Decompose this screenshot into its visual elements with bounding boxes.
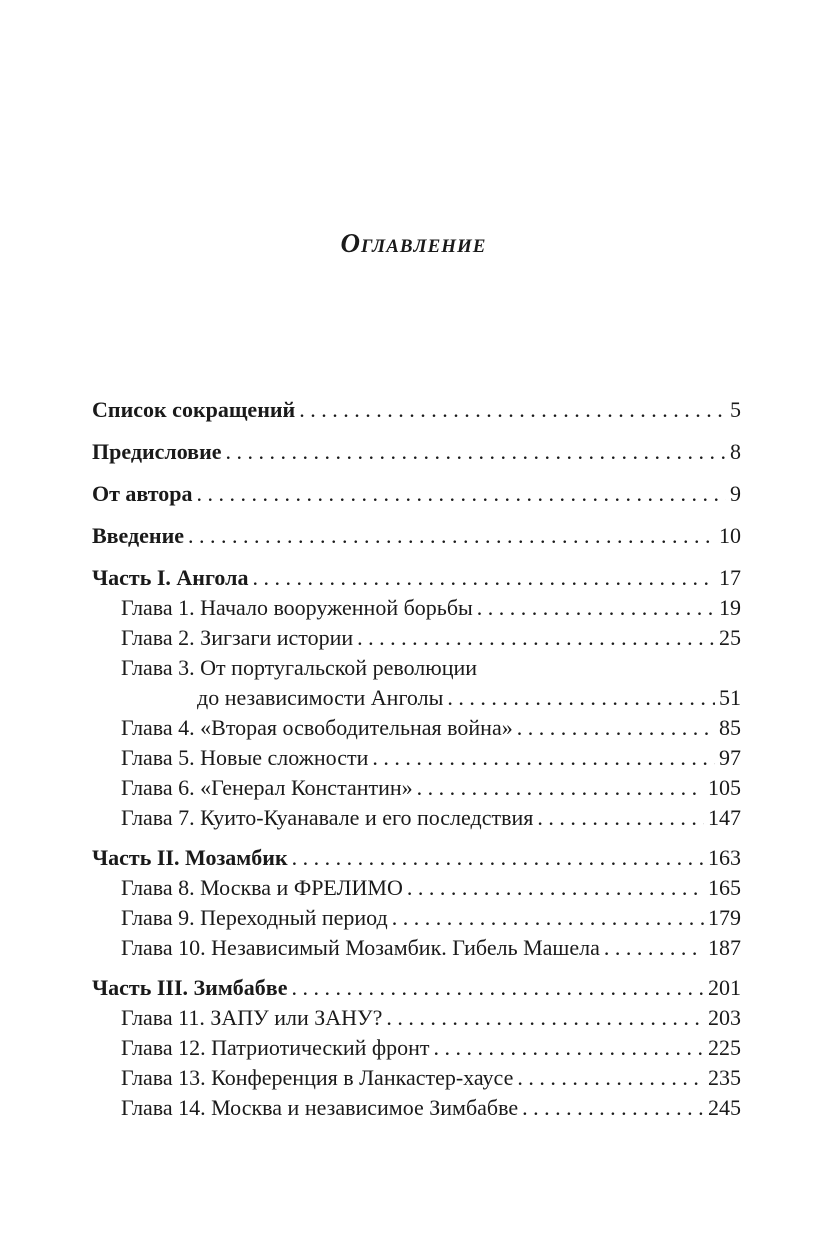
toc-chapter-1[interactable] bbox=[92, 593, 741, 623]
toc-chapter-12[interactable] bbox=[92, 1033, 741, 1063]
toc-entry-title: Глава 10. Независимый Мозамбик. Гибель Машела bbox=[121, 935, 600, 960]
toc-entry-title: до независимости Анголы bbox=[197, 685, 444, 710]
toc-chapter-5[interactable] bbox=[92, 743, 741, 773]
toc-chapter-3[interactable] bbox=[92, 653, 741, 683]
toc-entry-title: Глава 9. Переходный период bbox=[121, 905, 388, 930]
toc-entry-page: 179 bbox=[708, 905, 741, 930]
toc-chapter-6[interactable] bbox=[92, 773, 741, 803]
dot-leader bbox=[517, 1063, 704, 1093]
toc-part-angola[interactable] bbox=[92, 563, 741, 593]
toc-entry-page: 147 bbox=[708, 805, 741, 830]
dot-leader bbox=[291, 973, 704, 1003]
dot-leader bbox=[447, 683, 715, 713]
toc-chapter-10[interactable] bbox=[92, 933, 741, 963]
dot-leader bbox=[407, 873, 704, 903]
toc-entry-page: 10 bbox=[719, 523, 741, 548]
toc-entry-title: Глава 14. Москва и независимое Зимбабве bbox=[121, 1095, 519, 1120]
toc-entry-page: 201 bbox=[708, 975, 741, 1000]
toc-entry-page: 225 bbox=[708, 1035, 741, 1060]
toc-entry-title: Часть III. Зимбабве bbox=[92, 975, 288, 1000]
dot-leader bbox=[522, 1093, 704, 1123]
dot-leader bbox=[252, 563, 715, 593]
toc-entry-page: 165 bbox=[708, 875, 741, 900]
dot-leader bbox=[188, 521, 715, 551]
toc-entry-title: Глава 11. ЗАПУ или ЗАНУ? bbox=[121, 1005, 383, 1030]
toc-entry-title: Глава 12. Патриотический фронт bbox=[121, 1035, 430, 1060]
toc-chapter-7[interactable] bbox=[92, 803, 741, 833]
toc-entry-title: Глава 1. Начало вооруженной борьбы bbox=[121, 595, 473, 620]
toc-entry-page: 163 bbox=[708, 845, 741, 870]
toc-entry-title: Глава 2. Зигзаги истории bbox=[121, 625, 354, 650]
toc-part-zimbabwe[interactable] bbox=[92, 973, 741, 1003]
dot-leader bbox=[372, 743, 715, 773]
dot-leader bbox=[417, 773, 704, 803]
dot-leader bbox=[434, 1033, 704, 1063]
toc-chapter-4[interactable] bbox=[92, 713, 741, 743]
toc-entry-page: 187 bbox=[708, 935, 741, 960]
toc-entry-page: 51 bbox=[719, 685, 741, 710]
dot-leader bbox=[392, 903, 704, 933]
toc-entry-page: 235 bbox=[708, 1065, 741, 1090]
toc-entry-preface[interactable] bbox=[92, 437, 741, 479]
toc-entry-title: Глава 7. Куито-Куанавале и его последствия bbox=[121, 805, 534, 830]
toc-entry-page: 85 bbox=[719, 715, 741, 740]
toc-chapter-8[interactable] bbox=[92, 873, 741, 903]
toc-entry-title: От автора bbox=[92, 481, 193, 506]
toc-entry-title: Введение bbox=[92, 523, 185, 548]
toc-entry-from-author[interactable] bbox=[92, 479, 741, 521]
toc-chapter-11[interactable] bbox=[92, 1003, 741, 1033]
dot-leader bbox=[299, 395, 726, 425]
toc-chapter-9[interactable] bbox=[92, 903, 741, 933]
toc-chapter-3-continuation[interactable] bbox=[92, 683, 741, 713]
toc-entry-abbreviations[interactable] bbox=[92, 395, 741, 437]
toc-entry-page: 5 bbox=[730, 397, 741, 422]
toc-entry-page: 245 bbox=[708, 1095, 741, 1120]
dot-leader bbox=[537, 803, 704, 833]
toc-entry-page: 25 bbox=[719, 625, 741, 650]
toc-entry-page: 19 bbox=[719, 595, 741, 620]
toc-entry-page: 203 bbox=[708, 1005, 741, 1030]
dot-leader bbox=[477, 593, 715, 623]
toc-entry-title: Список сокращений bbox=[92, 397, 296, 422]
toc-entry-page: 8 bbox=[730, 439, 741, 464]
toc-entry-title: Часть II. Мозамбик bbox=[92, 845, 288, 870]
toc-entry-title: Глава 8. Москва и ФРЕЛИМО bbox=[121, 875, 403, 900]
toc-entry-introduction[interactable] bbox=[92, 521, 741, 563]
dot-leader bbox=[226, 437, 726, 467]
table-of-contents bbox=[92, 395, 741, 1123]
page-title: Оглавление bbox=[340, 228, 487, 258]
toc-entry-title: Глава 5. Новые сложности bbox=[121, 745, 369, 770]
toc-entry-page: 97 bbox=[719, 745, 741, 770]
dot-leader bbox=[604, 933, 704, 963]
dot-leader bbox=[197, 479, 726, 509]
toc-entry-title: Глава 6. «Генерал Константин» bbox=[121, 775, 413, 800]
toc-entry-title: Часть I. Ангола bbox=[92, 565, 249, 590]
toc-entry-title: Предисловие bbox=[92, 439, 222, 464]
dot-leader bbox=[292, 843, 704, 873]
toc-entry-title: Глава 13. Конференция в Ланкастер-хаусе bbox=[121, 1065, 514, 1090]
dot-leader bbox=[386, 1003, 704, 1033]
toc-chapter-2[interactable] bbox=[92, 623, 741, 653]
toc-entry-page: 9 bbox=[730, 481, 741, 506]
dot-leader bbox=[517, 713, 715, 743]
toc-chapter-13[interactable] bbox=[92, 1063, 741, 1093]
dot-leader bbox=[357, 623, 715, 653]
toc-entry-title: Глава 3. От португальской революции bbox=[121, 655, 478, 680]
toc-entry-page: 105 bbox=[708, 775, 741, 800]
toc-chapter-14[interactable] bbox=[92, 1093, 741, 1123]
toc-entry-title: Глава 4. «Вторая освободительная война» bbox=[121, 715, 513, 740]
toc-entry-page: 17 bbox=[719, 565, 741, 590]
toc-part-mozambique[interactable] bbox=[92, 843, 741, 873]
